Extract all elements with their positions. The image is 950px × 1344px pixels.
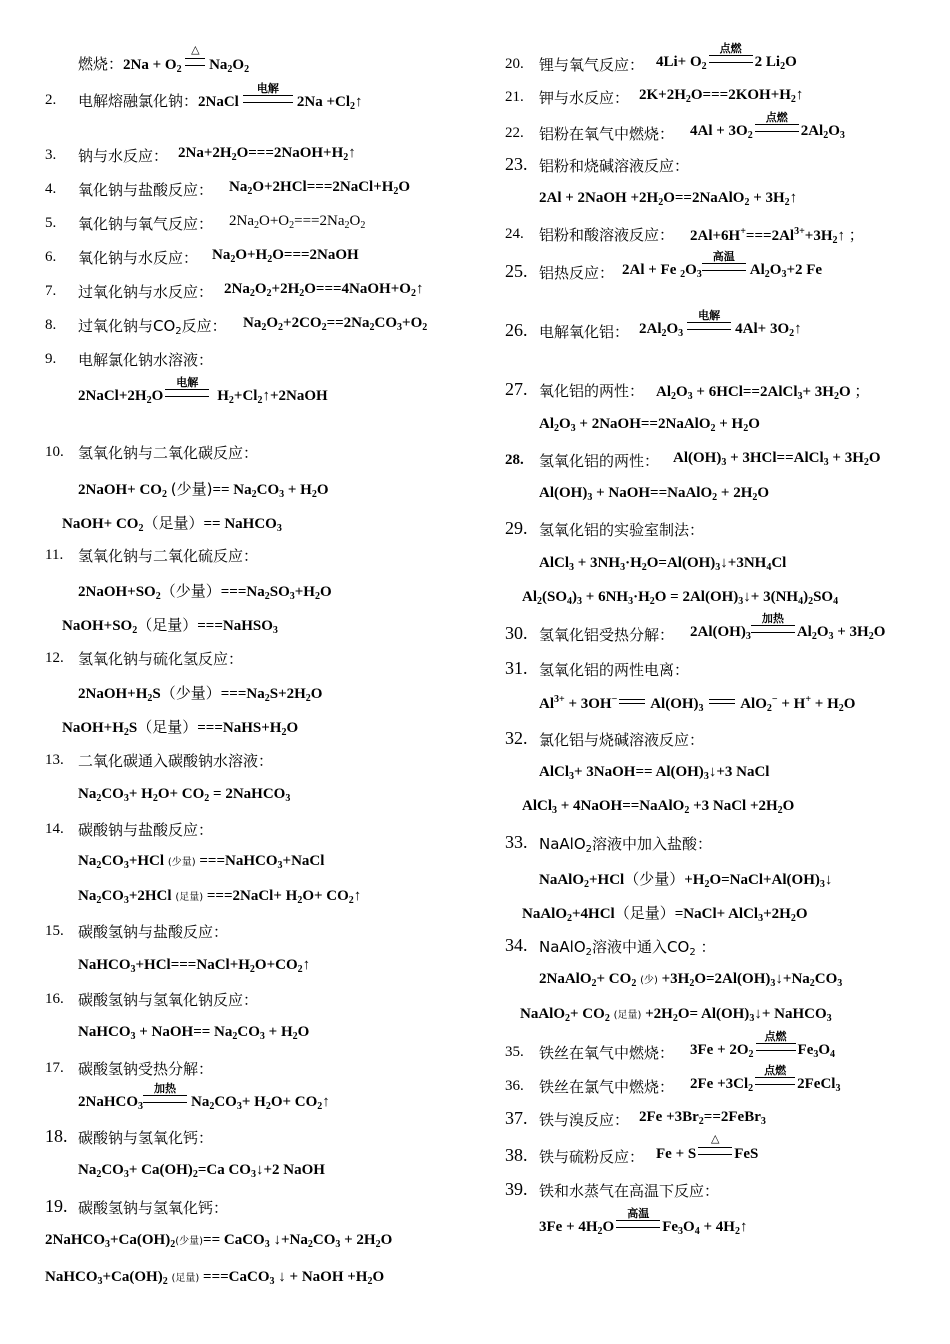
item-2-number: 2. (45, 92, 57, 108)
item-19-number: 19. (45, 1196, 68, 1216)
item-7-number: 7. (45, 283, 57, 299)
item-19-equation-1: $2NaHCO_3+Ca(OH)_2$(少量)== CaCO$_3$ $↓+Na_2CO_3 + 2H_2O$ (45, 1232, 393, 1250)
item-12-line: 氢氧化钠与硫化氢反应： (78, 650, 244, 668)
item-6-line: 氧化钠与水反应： (78, 249, 199, 267)
item-31-equation: $Al^{3+} + 3OH^-$ $Al(OH)_3$ $AlO_2^- + H^+ + H_2O$ (539, 694, 856, 714)
item-32-equation-2: AlCl$_3$ + 4NaOH==NaAlO$_2$ +3 NaCl $+2H_2O$ (522, 798, 795, 816)
item-21-equation: $2K+2H_2O===2KOH+H_2↑$ (639, 87, 804, 105)
item-16-equation: NaHCO$_3$ + NaOH== $Na_2CO_3 + H_2O$ (78, 1024, 310, 1042)
item-6-equation: $Na_2O+H_2O===2NaOH$ (212, 247, 359, 265)
item-17-line: 碳酸氢钠受热分解： (78, 1060, 214, 1078)
item-33-line: NaAlO$_2$溶液中加入盐酸： (539, 835, 713, 855)
reversible-arrow-icon (707, 698, 737, 706)
item-35-line: 铁丝在氧气中燃烧： (539, 1044, 675, 1062)
item-26-equation: $2Al_2O_3$ 电解 $4Al+ 3O_2↑$ (639, 309, 802, 339)
item-33-number: 33. (505, 832, 528, 852)
item-18-line: 碳酸钠与氢氧化钙： (78, 1129, 214, 1147)
item-20-line: 锂与氧气反应： (539, 56, 645, 74)
item-25-number: 25. (505, 261, 528, 281)
item-1-line: 燃烧：$2Na + O_2$ △ $Na_2O_2$ (78, 43, 250, 75)
item-14-equation-1: $Na_2CO_3+HCl$ (少量) ===NaHCO$_3$+NaCl (78, 853, 325, 871)
item-22-line: 铝粉在氧气中燃烧： (539, 125, 675, 143)
item-34-line: NaAlO$_2$溶液中通入$CO_2$ ： (539, 938, 716, 958)
item-21-line: 钾与水反应： (539, 89, 630, 107)
item-19-equation-2: $NaHCO_3+Ca(OH)_2$ (足量) ===CaCO$_3$ ↓ + NaOH $+H_2O$ (45, 1269, 385, 1287)
item-33-equation-2: NaAlO$_2$+4HCl（足量）=NaCl+ $AlCl_3+2H_2O$ (522, 904, 808, 924)
item-39-equation: $3Fe + 4H_2O$ 高温 $Fe_3O_4$ + $4H_2↑$ (539, 1207, 748, 1237)
item-31-line: 氢氧化铝的两性电离： (539, 661, 690, 679)
item-20-number: 20. (505, 56, 524, 72)
item-38-equation: Fe + S △ FeS (656, 1132, 759, 1162)
item-6-number: 6. (45, 249, 57, 265)
item-16-number: 16. (45, 991, 64, 1007)
item-33-equation-1: NaAlO$_2$+HCl（少量）$+H_2O=NaCl+Al(OH)_3↓$ (539, 870, 833, 890)
item-12-equation-2: $NaOH+H_2S$（足量）$===NaHS+H_2O$ (62, 718, 299, 738)
item-11-equation-2: $NaOH+SO_2$（足量）===NaHSO$_3$ (62, 616, 278, 636)
item-29-equation-2: $Al_2(SO_4)_3 + 6NH_3\cdot H_2O$ = $2Al(OH)_3↓+ 3(NH_4)_2SO_4$ (522, 589, 839, 607)
item-34-number: 34. (505, 935, 528, 955)
item-24-number: 24. (505, 226, 524, 242)
item-12-number: 12. (45, 650, 64, 666)
item-14-number: 14. (45, 821, 64, 837)
item-2-line: 电解熔融氯化钠：2NaCl 电解 $2Na +Cl_2↑$ (78, 82, 363, 112)
item-8-number: 8. (45, 317, 57, 333)
item-23-number: 23. (505, 154, 528, 174)
item-7-line: 过氧化钠与水反应： (78, 283, 214, 301)
item-35-equation: $3Fe + 2O_2$ 点燃 $Fe_3O_4$ (690, 1030, 836, 1060)
item-29-number: 29. (505, 518, 528, 538)
item-31-number: 31. (505, 658, 528, 678)
item-32-line: 氯化铝与烧碱溶液反应： (539, 731, 705, 749)
item-28-equation-2: $Al(OH)_3$ + NaOH==NaAlO$_2$ + $2H_2O$ (539, 485, 770, 503)
item-36-number: 36. (505, 1078, 524, 1094)
item-39-number: 39. (505, 1179, 528, 1199)
item-11-line: 氢氧化钠与二氧化硫反应： (78, 547, 259, 565)
item-16-line: 碳酸氢钠与氢氧化钠反应： (78, 991, 259, 1009)
item-15-equation: $NaHCO_3+HCl===NaCl+H_2O+CO_2↑$ (78, 957, 311, 975)
item-5-line: 氧化钠与氧气反应： (78, 215, 214, 233)
item-30-line: 氢氧化铝受热分解： (539, 626, 675, 644)
item-27-equation-2: $Al_2O_3$ + 2NaOH==2NaAlO$_2$ + $H_2O$ (539, 416, 760, 434)
item-7-equation: $2Na_2O_2+2H_2O===4NaOH+O_2↑$ (224, 281, 424, 299)
item-30-equation: $2Al(OH)_3$ 加热 $Al_2O_3 + 3H_2O$ (690, 612, 886, 642)
item-27-line: 氧化铝的两性： (539, 382, 645, 400)
reversible-arrow-icon (617, 698, 647, 706)
item-19-line: 碳酸氢钠与氢氧化钙： (78, 1199, 229, 1217)
item-22-equation: $4Al + 3O_2$ 点燃 $2Al_2O_3$ (690, 111, 845, 141)
item-14-line: 碳酸钠与盐酸反应： (78, 821, 214, 839)
item-29-line: 氢氧化铝的实验室制法： (539, 521, 705, 539)
item-15-number: 15. (45, 923, 64, 939)
item-23-line: 铝粉和烧碱溶液反应： (539, 157, 690, 175)
item-25-equation: 2Al + Fe $_2O_3$ 高温 $Al_2O_3+2$ Fe (622, 250, 823, 280)
item-21-number: 21. (505, 89, 524, 105)
item-37-equation: $2Fe +3Br_2==2FeBr_3$ (639, 1109, 766, 1127)
item-34-equation-1: 2NaAlO$_2$+ $CO_2$ (少) $+3H_2O=2Al(OH)_3↓+Na_2CO_3$ (539, 971, 843, 989)
item-20-equation: $4Li+ O_2$ 点燃 2 $Li_2O$ (656, 42, 797, 72)
item-8-equation: $Na_2O_2+2CO_2==2Na_2CO_3+O_2$ (243, 315, 428, 333)
item-28-equation-1: $Al(OH)_3$ + 3HCl==AlCl$_3$ + $3H_2O$ (673, 450, 881, 468)
item-11-equation-1: $2NaOH+SO_2$（少量）$===Na_2SO_3+H_2O$ (78, 582, 332, 602)
item-3-line: 钠与水反应： (78, 147, 169, 165)
item-4-number: 4. (45, 181, 57, 197)
item-32-number: 32. (505, 728, 528, 748)
item-13-number: 13. (45, 752, 64, 768)
item-12-equation-1: $2NaOH+H_2S$（少量）$===Na_2S+2H_2O$ (78, 684, 323, 704)
item-5-number: 5. (45, 215, 57, 231)
item-27-number: 27. (505, 379, 528, 399)
item-38-line: 铁与硫粉反应： (539, 1148, 645, 1166)
item-13-line: 二氧化碳通入碳酸钠水溶液： (78, 752, 274, 770)
item-26-line: 电解氧化铝： (539, 323, 630, 341)
item-17-equation: 2NaHCO$_3$ 加热 $Na_2CO_3+ H_2O+$ $CO_2↑$ (78, 1082, 330, 1112)
item-36-equation: $2Fe +3Cl_2$ 点燃 2FeCl$_3$ (690, 1064, 841, 1094)
item-22-number: 22. (505, 125, 524, 141)
item-37-number: 37. (505, 1108, 528, 1128)
item-9-equation: $2NaCl+2H_2O$ 电解 $H_2+Cl_2↑+2NaOH$ (78, 376, 328, 406)
item-36-line: 铁丝在氯气中燃烧： (539, 1078, 675, 1096)
item-32-equation-1: AlCl$_3$+ 3NaOH== $Al(OH)_3↓+3$ NaCl (539, 764, 770, 782)
item-9-number: 9. (45, 351, 57, 367)
item-27-equation-1: $Al_2O_3$ + 6HCl==2AlCl$_3$+ $3H_2O$ ； (656, 382, 870, 402)
item-14-equation-2: $Na_2CO_3+2HCl$ (足量) ===2NaCl+ $H_2O+$ $CO_2↑$ (78, 888, 362, 906)
item-3-equation: $2Na+2H_2O===2NaOH+H_2↑$ (178, 145, 356, 163)
item-15-line: 碳酸氢钠与盐酸反应： (78, 923, 229, 941)
item-10-number: 10. (45, 444, 64, 460)
item-35-number: 35. (505, 1044, 524, 1060)
item-28-line: 氢氧化铝的两性： (539, 452, 660, 470)
item-11-number: 11. (45, 547, 64, 563)
item-9-line: 电解氯化钠水溶液： (78, 351, 214, 369)
item-13-equation: $Na_2CO_3+ H_2O+ CO_2$ = 2NaHCO$_3$ (78, 786, 291, 804)
item-10-equation-2: NaOH+ $CO_2$（足量）== NaHCO$_3$ (62, 514, 282, 534)
item-23-equation: 2Al + 2NaOH $+2H_2O==2NaAlO_2$ + $3H_2↑$ (539, 190, 798, 208)
item-34-equation-2: NaAlO$_2$+ $CO_2$ (足量) $+2H_2O=$ $Al(OH)_3↓+$ NaHCO$_3$ (520, 1006, 832, 1024)
item-4-equation: $Na_2O+2HCl===2NaCl+H_2O$ (229, 179, 411, 197)
item-17-number: 17. (45, 1060, 64, 1076)
item-24-equation: $2Al+6H^+===2Al^{3+}+3H_2↑$ ； (690, 226, 864, 246)
item-5-equation: $2Na_2O+O_2===2Na_2O_2$ (229, 213, 366, 231)
item-8-line: 过氧化钠与$CO_2$反应： (78, 317, 227, 337)
item-25-line: 铝热反应： (539, 264, 615, 282)
item-37-line: 铁与溴反应： (539, 1111, 630, 1129)
item-18-number: 18. (45, 1126, 68, 1146)
item-4-line: 氧化钠与盐酸反应： (78, 181, 214, 199)
item-38-number: 38. (505, 1145, 528, 1165)
item-18-equation: $Na_2CO_3+ Ca(OH)_2=Ca$ $CO_3↓+2$ NaOH (78, 1162, 325, 1180)
item-29-equation-1: AlCl$_3$ + $3NH_3\cdot H_2O=Al(OH)_3↓+3NH_4Cl$ (539, 555, 787, 573)
item-3-number: 3. (45, 147, 57, 163)
item-30-number: 30. (505, 623, 528, 643)
item-24-line: 铝粉和酸溶液反应： (539, 226, 675, 244)
item-10-line: 氢氧化钠与二氧化碳反应： (78, 444, 259, 462)
item-26-number: 26. (505, 320, 528, 340)
item-10-equation-1: 2NaOH+ $CO_2$ (少量)== $Na_2CO_3 + H_2O$ (78, 480, 329, 500)
item-39-line: 铁和水蒸气在高温下反应： (539, 1182, 720, 1200)
item-28-number: 28. (505, 452, 524, 468)
